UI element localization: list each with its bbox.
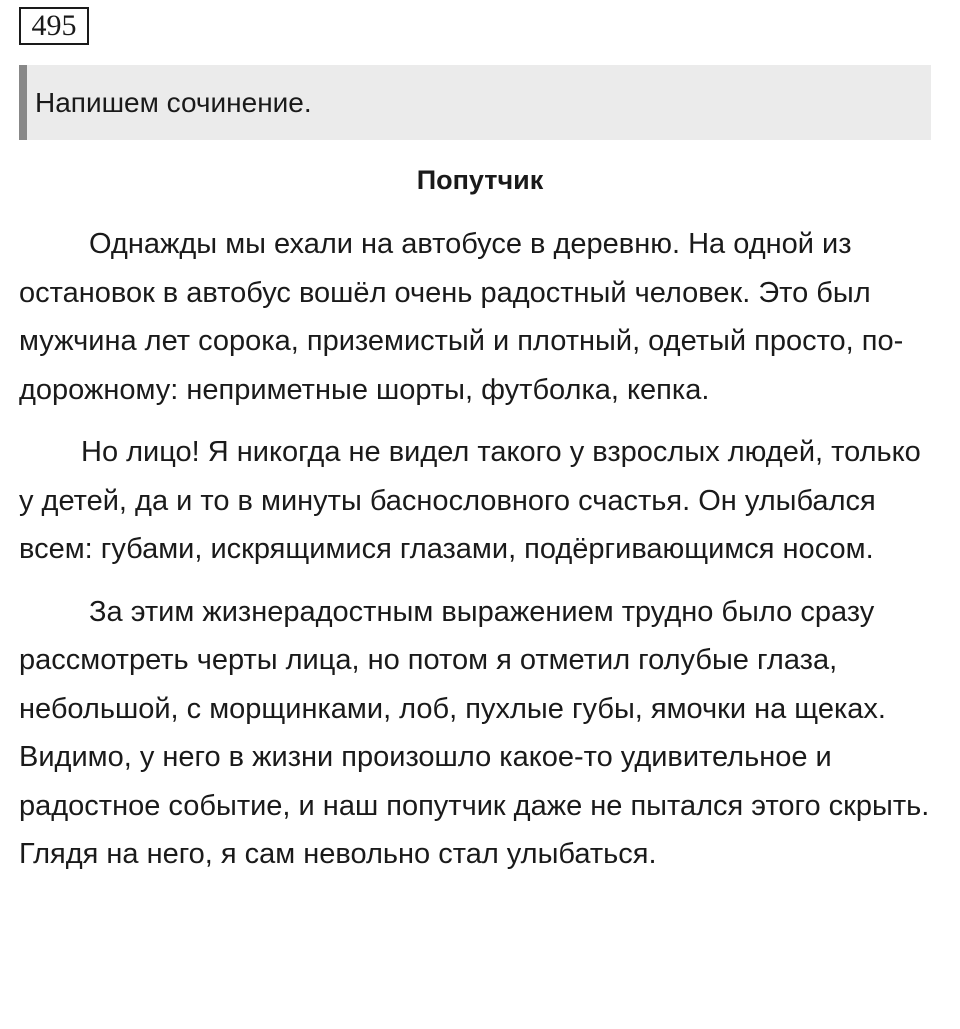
exercise-number: 495 (19, 7, 89, 45)
essay-title: Попутчик (416, 165, 544, 195)
essay-paragraph: За этим жизнерадостным выражением трудно было сразу рассмотреть черты лица, но потом я отметил голубые глаза, небольшой, с морщинками, лоб, пухлые губы, ямочки на щеках. Видимо, у него в жизни произошло какое-то удивительное и радостное событие, и наш попутчик даже не пытался этого скрыть. Глядя на него, я сам невольно стал улыбаться. (19, 595, 930, 870)
task-box (19, 65, 931, 140)
task-text: Напишем сочинение. (35, 86, 312, 118)
essay-paragraph: Однажды мы ехали на автобусе в деревню. На одной из остановок в автобус вошёл очень радостный человек. Это был мужчина лет сорока, приземистый и плотный, одетый просто, по-дорожному: неприметные шорты, футболка, кепка. (19, 228, 904, 406)
essay-paragraph: Но лицо! Я никогда не видел такого у взрослых людей, только у детей, да и то в минуты баснословного счастья. Он улыбался всем: губами, искрящимися глазами, подёргивающимся носом. (19, 436, 921, 565)
essay-body (19, 220, 937, 879)
